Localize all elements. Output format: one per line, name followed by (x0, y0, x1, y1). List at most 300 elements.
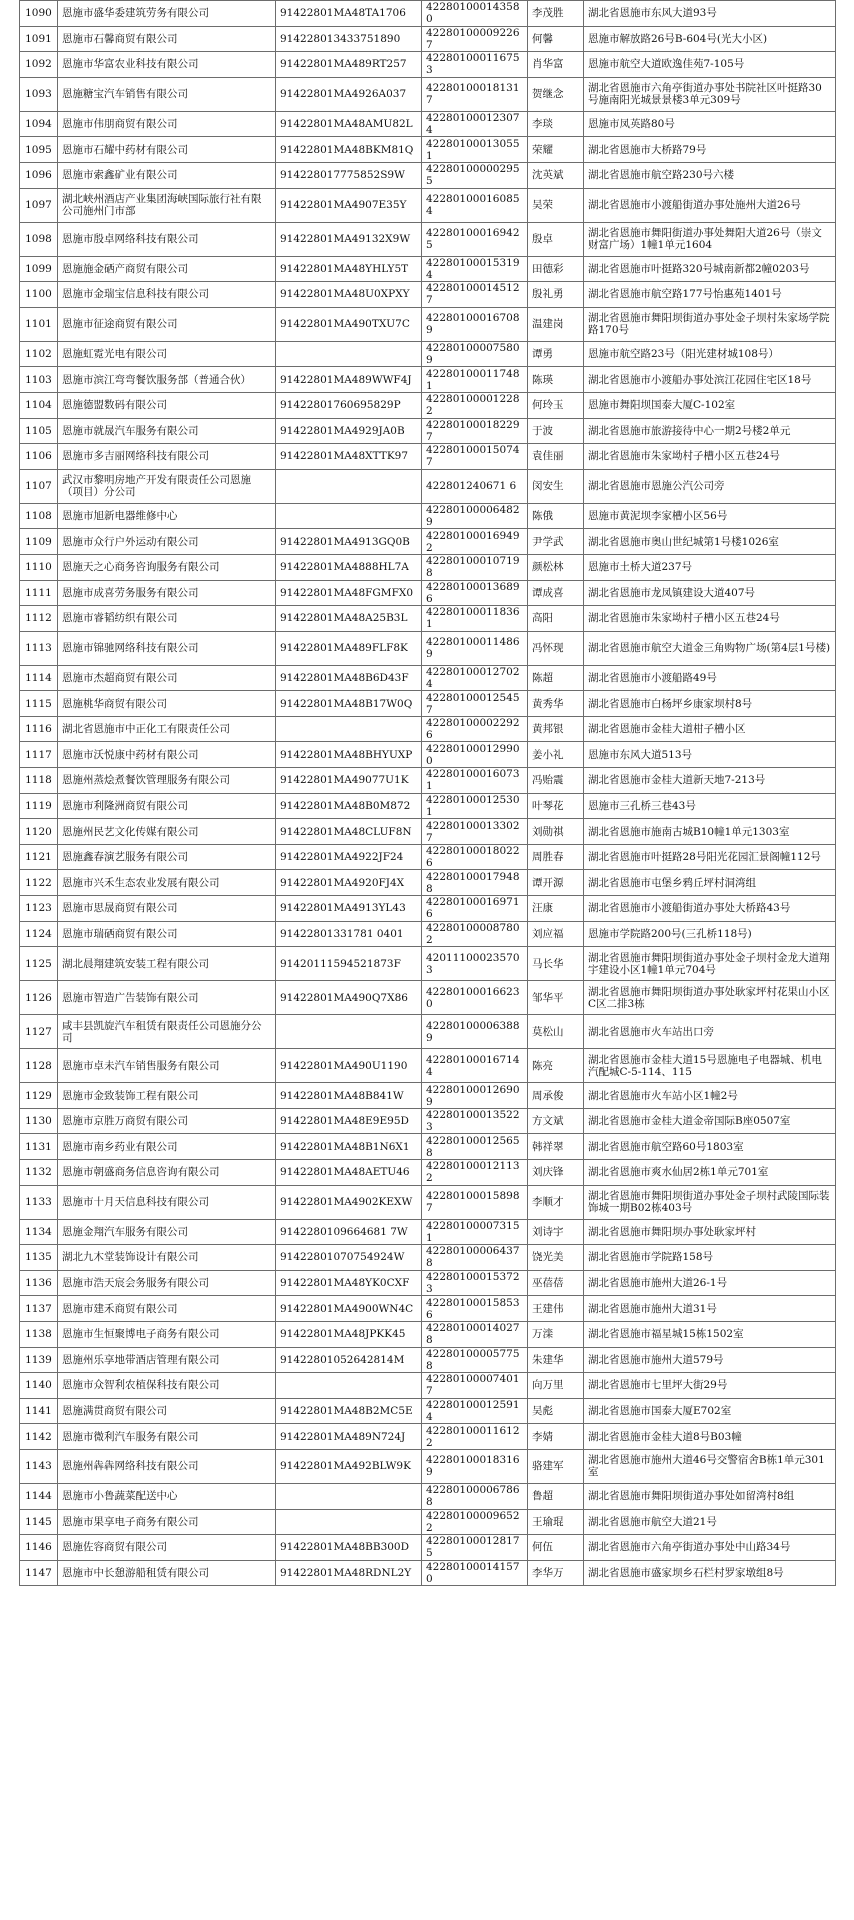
address-cell: 湖北省恩施市航空大道21号 (584, 1509, 836, 1535)
address-cell: 湖北省恩施市金桂大道新天地7-213号 (584, 768, 836, 794)
row-number-cell: 1144 (20, 1483, 58, 1509)
table-row (20, 52, 836, 78)
credit-code-cell: 91422801MA4922JF24 (276, 844, 422, 870)
address-cell: 湖北省恩施市火车站小区1幢2号 (584, 1083, 836, 1109)
registration-number-cell: 422801000087802 (422, 921, 528, 947)
company-name-cell: 湖北九木堂装饰设计有限公司 (58, 1245, 276, 1271)
company-name-cell: 恩施市滨江弯弯餐饮服务部（普通合伙） (58, 367, 276, 393)
registration-number-cell: 422801000169425 (422, 222, 528, 256)
company-name-cell: 恩施市华富农业科技有限公司 (58, 52, 276, 78)
address-cell: 湖北省恩施市舞阳街道办事处舞阳大道26号（崇文财富广场）1幢1单元1604 (584, 222, 836, 256)
row-number-cell: 1133 (20, 1185, 58, 1219)
table-row (20, 282, 836, 308)
row-number-cell: 1101 (20, 307, 58, 341)
registration-number-cell: 422801000074017 (422, 1373, 528, 1399)
address-cell: 湖北省恩施市盛家坝乡石栏村罗家墩组8号 (584, 1560, 836, 1586)
table-row (20, 307, 836, 341)
address-cell: 湖北省恩施市六角亭街道办事处中山路34号 (584, 1535, 836, 1561)
company-name-cell: 恩施市石馨商贸有限公司 (58, 26, 276, 52)
credit-code-cell: 91422801MA48B1N6X1 (276, 1134, 422, 1160)
table-row (20, 162, 836, 188)
company-name-cell: 湖北峡州酒店产业集团海峡国际旅行社有限公司施州门市部 (58, 188, 276, 222)
company-name-cell: 恩施市殷卓网络科技有限公司 (58, 222, 276, 256)
address-cell: 湖北省恩施市学院路158号 (584, 1245, 836, 1271)
table-row (20, 1083, 836, 1109)
row-number-cell: 1109 (20, 529, 58, 555)
credit-code-cell: 91422801MA48B2MC5E (276, 1398, 422, 1424)
credit-code-cell: 91422801MA48AETU46 (276, 1160, 422, 1186)
registration-number-cell: 422801000002955 (422, 162, 528, 188)
registration-number-cell: 422801000125457 (422, 691, 528, 717)
company-name-cell: 恩施州犇犇网络科技有限公司 (58, 1449, 276, 1483)
row-number-cell: 1126 (20, 981, 58, 1015)
company-name-cell: 恩施德盟数码有限公司 (58, 392, 276, 418)
credit-code-cell: 91422801MA48B841W (276, 1083, 422, 1109)
credit-code-cell (276, 341, 422, 367)
table-row (20, 418, 836, 444)
credit-code-cell: 91422801MA48AMU82L (276, 111, 422, 137)
table-row (20, 1185, 836, 1219)
registration-number-cell: 422801000116122 (422, 1424, 528, 1450)
row-number-cell: 1112 (20, 606, 58, 632)
registration-number-cell: 422801000136896 (422, 580, 528, 606)
legal-representative-cell: 向万里 (528, 1373, 584, 1399)
registration-number-cell: 422801000179488 (422, 870, 528, 896)
credit-code-cell: 91422801MA48B17W0Q (276, 691, 422, 717)
company-name-cell: 恩施市浩天宸会务服务有限公司 (58, 1270, 276, 1296)
table-row (20, 631, 836, 665)
company-name-cell: 恩施市成喜劳务服务有限公司 (58, 580, 276, 606)
table-row (20, 1509, 836, 1535)
credit-code-cell: 91422801MA489FLF8K (276, 631, 422, 665)
company-name-cell: 恩施糖宝汽车销售有限公司 (58, 77, 276, 111)
company-name-cell: 武汉市黎明房地产开发有限责任公司恩施（项目）分公司 (58, 469, 276, 503)
registration-number-cell: 422801000022926 (422, 716, 528, 742)
table-row (20, 367, 836, 393)
table-row (20, 1049, 836, 1083)
company-name-cell: 恩施市沃悦康中药材有限公司 (58, 742, 276, 768)
legal-representative-cell: 陈瑛 (528, 367, 584, 393)
credit-code-cell: 91422801MA48B6D43F (276, 665, 422, 691)
credit-code-cell: 91422801MA48YHLY5T (276, 256, 422, 282)
row-number-cell: 1138 (20, 1321, 58, 1347)
row-number-cell: 1130 (20, 1108, 58, 1134)
table-row (20, 392, 836, 418)
company-name-cell: 恩施市果享电子商务有限公司 (58, 1509, 276, 1535)
address-cell: 恩施市舞阳坝国泰大厦C-102室 (584, 392, 836, 418)
legal-representative-cell: 刘应福 (528, 921, 584, 947)
address-cell: 湖北省恩施市施州大道26-1号 (584, 1270, 836, 1296)
credit-code-cell: 914228013433751890 (276, 26, 422, 52)
legal-representative-cell: 贺继念 (528, 77, 584, 111)
company-name-cell: 恩施佐容商贸有限公司 (58, 1535, 276, 1561)
row-number-cell: 1095 (20, 137, 58, 163)
table-row (20, 1134, 836, 1160)
legal-representative-cell: 马长华 (528, 947, 584, 981)
address-cell: 湖北省恩施市龙凤镇建设大道407号 (584, 580, 836, 606)
row-number-cell: 1139 (20, 1347, 58, 1373)
legal-representative-cell: 汪康 (528, 896, 584, 922)
table-row (20, 1424, 836, 1450)
row-number-cell: 1096 (20, 162, 58, 188)
table-row (20, 188, 836, 222)
row-number-cell: 1125 (20, 947, 58, 981)
table-row (20, 1373, 836, 1399)
registration-number-cell: 422801000123074 (422, 111, 528, 137)
legal-representative-cell: 韩祥翠 (528, 1134, 584, 1160)
legal-representative-cell: 陈超 (528, 665, 584, 691)
registration-number-cell: 422801000160854 (422, 188, 528, 222)
credit-code-cell: 91422801MA4907E35Y (276, 188, 422, 222)
credit-code-cell: 91422801MA490U1190 (276, 1049, 422, 1083)
row-number-cell: 1147 (20, 1560, 58, 1586)
address-cell: 湖北省恩施市航空路177号怡惠苑1401号 (584, 282, 836, 308)
company-name-cell: 恩施市思晟商贸有限公司 (58, 896, 276, 922)
credit-code-cell: 91422801MA4902KEXW (276, 1185, 422, 1219)
row-number-cell: 1092 (20, 52, 58, 78)
table-row (20, 768, 836, 794)
company-name-cell: 恩施市卓未汽车销售服务有限公司 (58, 1049, 276, 1083)
address-cell: 湖北省恩施市叶挺路320号城南新都2幢0203号 (584, 256, 836, 282)
row-number-cell: 1132 (20, 1160, 58, 1186)
table-row (20, 793, 836, 819)
legal-representative-cell: 陈俄 (528, 503, 584, 529)
table-row (20, 1270, 836, 1296)
credit-code-cell: 91422801MA48B0M872 (276, 793, 422, 819)
address-cell: 湖北省恩施市朱家坳村子槽小区五巷24号 (584, 444, 836, 470)
credit-code-cell: 91420111594521873F (276, 947, 422, 981)
company-name-cell: 恩施施金硒产商贸有限公司 (58, 256, 276, 282)
legal-representative-cell: 何玲玉 (528, 392, 584, 418)
company-name-cell: 恩施天之心商务咨询服务有限公司 (58, 554, 276, 580)
address-cell: 湖北省恩施市奥山世纪城第1号楼1026室 (584, 529, 836, 555)
row-number-cell: 1141 (20, 1398, 58, 1424)
address-cell: 湖北省恩施市金桂大道柑子槽小区 (584, 716, 836, 742)
legal-representative-cell: 冯怀现 (528, 631, 584, 665)
address-cell: 湖北省恩施市金桂大道15号恩施电子电器城、机电汽配城C-5-114、115 (584, 1049, 836, 1083)
credit-code-cell: 91422801MA48FGMFX0 (276, 580, 422, 606)
company-name-cell: 恩施市金致装饰工程有限公司 (58, 1083, 276, 1109)
registration-number-cell: 422801000140278 (422, 1321, 528, 1347)
legal-representative-cell: 邹华平 (528, 981, 584, 1015)
address-cell: 湖北省恩施市小渡船街道办事处施州大道26号 (584, 188, 836, 222)
row-number-cell: 1143 (20, 1449, 58, 1483)
row-number-cell: 1116 (20, 716, 58, 742)
legal-representative-cell: 巫蓓蓓 (528, 1270, 584, 1296)
table-row (20, 665, 836, 691)
company-name-cell: 恩施市众行户外运动有限公司 (58, 529, 276, 555)
legal-representative-cell: 谭勇 (528, 341, 584, 367)
row-number-cell: 1094 (20, 111, 58, 137)
address-cell: 湖北省恩施市航空路230号六楼 (584, 162, 836, 188)
address-cell: 湖北省恩施市舞阳坝街道办事处如留湾村8组 (584, 1483, 836, 1509)
address-cell: 湖北省恩施市舞阳坝街道办事处金子坝村朱家场学院路170号 (584, 307, 836, 341)
credit-code-cell: 91422801MA48A25B3L (276, 606, 422, 632)
company-name-cell: 恩施市金瑞宝信息科技有限公司 (58, 282, 276, 308)
credit-code-cell (276, 716, 422, 742)
legal-representative-cell: 周胜春 (528, 844, 584, 870)
credit-code-cell (276, 1483, 422, 1509)
legal-representative-cell: 刘庆锋 (528, 1160, 584, 1186)
table-row (20, 1483, 836, 1509)
credit-code-cell (276, 503, 422, 529)
row-number-cell: 1108 (20, 503, 58, 529)
table-row (20, 921, 836, 947)
registration-number-cell: 422801000064829 (422, 503, 528, 529)
legal-representative-cell: 于波 (528, 418, 584, 444)
legal-representative-cell: 谭开源 (528, 870, 584, 896)
legal-representative-cell: 刘勋祺 (528, 819, 584, 845)
table-row (20, 444, 836, 470)
legal-representative-cell: 骆建军 (528, 1449, 584, 1483)
address-cell: 湖北省恩施市舞阳坝办事处耿家坪村 (584, 1219, 836, 1245)
table-row (20, 981, 836, 1015)
table-row (20, 870, 836, 896)
legal-representative-cell: 李琰 (528, 111, 584, 137)
credit-code-cell: 9142280109664681 7W (276, 1219, 422, 1245)
table-row (20, 1108, 836, 1134)
legal-representative-cell: 尹学武 (528, 529, 584, 555)
credit-code-cell: 91422801MA4920FJ4X (276, 870, 422, 896)
table-row (20, 137, 836, 163)
address-cell: 湖北省恩施市金桂大道8号B03幢 (584, 1424, 836, 1450)
registration-number-cell: 422801240671 6 (422, 469, 528, 503)
registration-number-cell: 422801000167144 (422, 1049, 528, 1083)
company-name-cell: 恩施市索鑫矿业有限公司 (58, 162, 276, 188)
row-number-cell: 1107 (20, 469, 58, 503)
company-name-cell: 湖北晨翔建筑安装工程有限公司 (58, 947, 276, 981)
address-cell: 恩施市解放路26号B-604号(光大小区) (584, 26, 836, 52)
legal-representative-cell: 陈亮 (528, 1049, 584, 1083)
table-row (20, 819, 836, 845)
row-number-cell: 1100 (20, 282, 58, 308)
row-number-cell: 1105 (20, 418, 58, 444)
credit-code-cell: 91422801MA48BB300D (276, 1535, 422, 1561)
row-number-cell: 1136 (20, 1270, 58, 1296)
address-cell: 恩施市学院路200号(三孔桥118号) (584, 921, 836, 947)
row-number-cell: 1122 (20, 870, 58, 896)
registration-number-cell: 422801000158987 (422, 1185, 528, 1219)
credit-code-cell: 91422801MA49077U1K (276, 768, 422, 794)
registration-number-cell: 422801000092267 (422, 26, 528, 52)
address-cell: 湖北省恩施市白杨坪乡康家坝村8号 (584, 691, 836, 717)
credit-code-cell: 91422801MA489N724J (276, 1424, 422, 1450)
company-name-cell: 恩施市就晟汽车服务有限公司 (58, 418, 276, 444)
legal-representative-cell: 黄邦银 (528, 716, 584, 742)
company-name-cell: 恩施市锦驰网络科技有限公司 (58, 631, 276, 665)
address-cell: 湖北省恩施市屯堡乡鸦丘坪村洞湾组 (584, 870, 836, 896)
table-row (20, 1, 836, 27)
row-number-cell: 1111 (20, 580, 58, 606)
legal-representative-cell: 袁佳丽 (528, 444, 584, 470)
table-row (20, 26, 836, 52)
registration-number-cell: 422801000160731 (422, 768, 528, 794)
registration-number-cell: 422801000133027 (422, 819, 528, 845)
registration-number-cell: 422801000153194 (422, 256, 528, 282)
credit-code-cell: 91422801MA490TXU7C (276, 307, 422, 341)
credit-code-cell: 91422801MA4900WN4C (276, 1296, 422, 1322)
legal-representative-cell: 李婧 (528, 1424, 584, 1450)
row-number-cell: 1120 (20, 819, 58, 845)
registration-number-cell: 422801000182297 (422, 418, 528, 444)
address-cell: 湖北省恩施市火车站出口旁 (584, 1015, 836, 1049)
credit-code-cell (276, 1015, 422, 1049)
legal-representative-cell: 刘诗宇 (528, 1219, 584, 1245)
address-cell: 湖北省恩施市舞阳坝街道办事处耿家坪村花果山小区C区二排3栋 (584, 981, 836, 1015)
address-cell: 湖北省恩施市舞阳坝街道办事处金子坝村金龙大道翔宇建设小区1幢1单元704号 (584, 947, 836, 981)
address-cell: 湖北省恩施市施州大道46号交警宿舍B栋1单元301室 (584, 1449, 836, 1483)
credit-code-cell: 91422801MA490Q7X86 (276, 981, 422, 1015)
table-row (20, 222, 836, 256)
table-row (20, 529, 836, 555)
company-name-cell: 恩施市盛华委建筑劳务有限公司 (58, 1, 276, 27)
row-number-cell: 1118 (20, 768, 58, 794)
company-name-cell: 恩施州民艺文化传媒有限公司 (58, 819, 276, 845)
legal-representative-cell: 何伍 (528, 1535, 584, 1561)
company-name-cell: 恩施市旭新电器维修中心 (58, 503, 276, 529)
address-cell: 湖北省恩施市东风大道93号 (584, 1, 836, 27)
registration-number-cell: 422801000075809 (422, 341, 528, 367)
registration-number-cell: 422801000166230 (422, 981, 528, 1015)
company-name-cell: 恩施市生恒聚博电子商务有限公司 (58, 1321, 276, 1347)
table-row (20, 1321, 836, 1347)
registration-number-cell: 422801000167089 (422, 307, 528, 341)
credit-code-cell: 91422801MA489RT257 (276, 52, 422, 78)
row-number-cell: 1114 (20, 665, 58, 691)
credit-code-cell: 91422801MA48RDNL2Y (276, 1560, 422, 1586)
row-number-cell: 1124 (20, 921, 58, 947)
address-cell: 恩施市黄泥坝李家槽小区56号 (584, 503, 836, 529)
registration-number-cell: 422801000116753 (422, 52, 528, 78)
legal-representative-cell: 田德彩 (528, 256, 584, 282)
company-name-cell: 恩施市中长憩游船租赁有限公司 (58, 1560, 276, 1586)
registration-number-cell: 422801000125658 (422, 1134, 528, 1160)
credit-code-cell: 91422801MA48E9E95D (276, 1108, 422, 1134)
address-cell: 湖北省恩施市小渡船路49号 (584, 665, 836, 691)
credit-code-cell: 91422801MA48CLUF8N (276, 819, 422, 845)
table-row (20, 1245, 836, 1271)
row-number-cell: 1140 (20, 1373, 58, 1399)
row-number-cell: 1137 (20, 1296, 58, 1322)
row-number-cell: 1106 (20, 444, 58, 470)
table-row (20, 844, 836, 870)
table-row (20, 1015, 836, 1049)
credit-code-cell (276, 1373, 422, 1399)
registration-number-cell: 422801000073151 (422, 1219, 528, 1245)
registration-number-cell: 422801000150747 (422, 444, 528, 470)
row-number-cell: 1119 (20, 793, 58, 819)
legal-representative-cell: 吴荣 (528, 188, 584, 222)
credit-code-cell (276, 469, 422, 503)
row-number-cell: 1117 (20, 742, 58, 768)
registration-number-cell: 422801000169716 (422, 896, 528, 922)
row-number-cell: 1099 (20, 256, 58, 282)
table-row (20, 1347, 836, 1373)
credit-code-cell: 91422801052642814M (276, 1347, 422, 1373)
table-body (20, 1, 836, 1586)
company-name-cell: 恩施市征途商贸有限公司 (58, 307, 276, 341)
address-cell: 湖北省恩施市爽水仙居2栋1单元701室 (584, 1160, 836, 1186)
address-cell: 恩施市凤英路80号 (584, 111, 836, 137)
registration-number-cell: 422801000135223 (422, 1108, 528, 1134)
table-row (20, 77, 836, 111)
credit-code-cell (276, 1509, 422, 1535)
company-name-cell: 恩施市建禾商贸有限公司 (58, 1296, 276, 1322)
row-number-cell: 1113 (20, 631, 58, 665)
registration-number-cell: 422801000127024 (422, 665, 528, 691)
legal-representative-cell: 万滦 (528, 1321, 584, 1347)
row-number-cell: 1102 (20, 341, 58, 367)
legal-representative-cell: 荣耀 (528, 137, 584, 163)
company-name-cell: 恩施鑫春演艺服务有限公司 (58, 844, 276, 870)
registration-number-cell: 422801000114869 (422, 631, 528, 665)
company-name-cell: 恩施市微利汽车服务有限公司 (58, 1424, 276, 1450)
legal-representative-cell: 李华万 (528, 1560, 584, 1586)
table-row (20, 716, 836, 742)
registration-number-cell: 422801000145127 (422, 282, 528, 308)
registration-number-cell: 422801000064378 (422, 1245, 528, 1271)
table-row (20, 691, 836, 717)
address-cell: 恩施市东风大道513号 (584, 742, 836, 768)
row-number-cell: 1135 (20, 1245, 58, 1271)
legal-representative-cell: 朱建华 (528, 1347, 584, 1373)
legal-representative-cell: 叶琴花 (528, 793, 584, 819)
company-name-cell: 恩施市杰超商贸有限公司 (58, 665, 276, 691)
registration-number-cell: 422801000067868 (422, 1483, 528, 1509)
row-number-cell: 1127 (20, 1015, 58, 1049)
registration-number-cell: 422801000130551 (422, 137, 528, 163)
row-number-cell: 1093 (20, 77, 58, 111)
registration-number-cell: 422801000117481 (422, 367, 528, 393)
table-row (20, 1160, 836, 1186)
legal-representative-cell: 肖华富 (528, 52, 584, 78)
company-name-cell: 恩施市石耀中药材有限公司 (58, 137, 276, 163)
table-row (20, 1535, 836, 1561)
credit-code-cell: 91422801MA4926A037 (276, 77, 422, 111)
company-name-cell: 恩施市多吉丽网络科技有限公司 (58, 444, 276, 470)
credit-code-cell: 91422801MA4913GQ0B (276, 529, 422, 555)
legal-representative-cell: 殷礼勇 (528, 282, 584, 308)
address-cell: 湖北省恩施市恩施公汽公司旁 (584, 469, 836, 503)
registration-number-cell: 422801000180226 (422, 844, 528, 870)
company-name-cell: 恩施市兴禾生态农业发展有限公司 (58, 870, 276, 896)
row-number-cell: 1091 (20, 26, 58, 52)
address-cell: 湖北省恩施市施州大道579号 (584, 1347, 836, 1373)
credit-code-cell: 91422801MA48BHYUXP (276, 742, 422, 768)
address-cell: 湖北省恩施市六角亭街道办事处书院社区叶挺路30号施南阳光城景景楼3单元309号 (584, 77, 836, 111)
registration-number-cell: 422801000096522 (422, 1509, 528, 1535)
credit-code-cell: 91422801MA4929JA0B (276, 418, 422, 444)
registration-number-cell: 422801000129900 (422, 742, 528, 768)
company-name-cell: 恩施满贯商贸有限公司 (58, 1398, 276, 1424)
row-number-cell: 1103 (20, 367, 58, 393)
address-cell: 湖北省恩施市七里坪大街29号 (584, 1373, 836, 1399)
company-name-cell: 恩施市众智利农植保科技有限公司 (58, 1373, 276, 1399)
legal-representative-cell: 何馨 (528, 26, 584, 52)
address-cell: 湖北省恩施市航空大道金三角购物广场(第4层1号楼) (584, 631, 836, 665)
row-number-cell: 1123 (20, 896, 58, 922)
address-cell: 湖北省恩施市国泰大厦E702室 (584, 1398, 836, 1424)
table-row (20, 742, 836, 768)
registration-number-cell: 422801000153723 (422, 1270, 528, 1296)
credit-code-cell: 91422801MA49132X9W (276, 222, 422, 256)
address-cell: 湖北省恩施市旅游接待中心一期2号楼2单元 (584, 418, 836, 444)
credit-code-cell: 91422801MA48XTTK97 (276, 444, 422, 470)
address-cell: 恩施市航空大道欧逸佳苑7-105号 (584, 52, 836, 78)
legal-representative-cell: 李顺才 (528, 1185, 584, 1219)
credit-code-cell: 91422801MA48YK0CXF (276, 1270, 422, 1296)
address-cell: 恩施市土桥大道237号 (584, 554, 836, 580)
